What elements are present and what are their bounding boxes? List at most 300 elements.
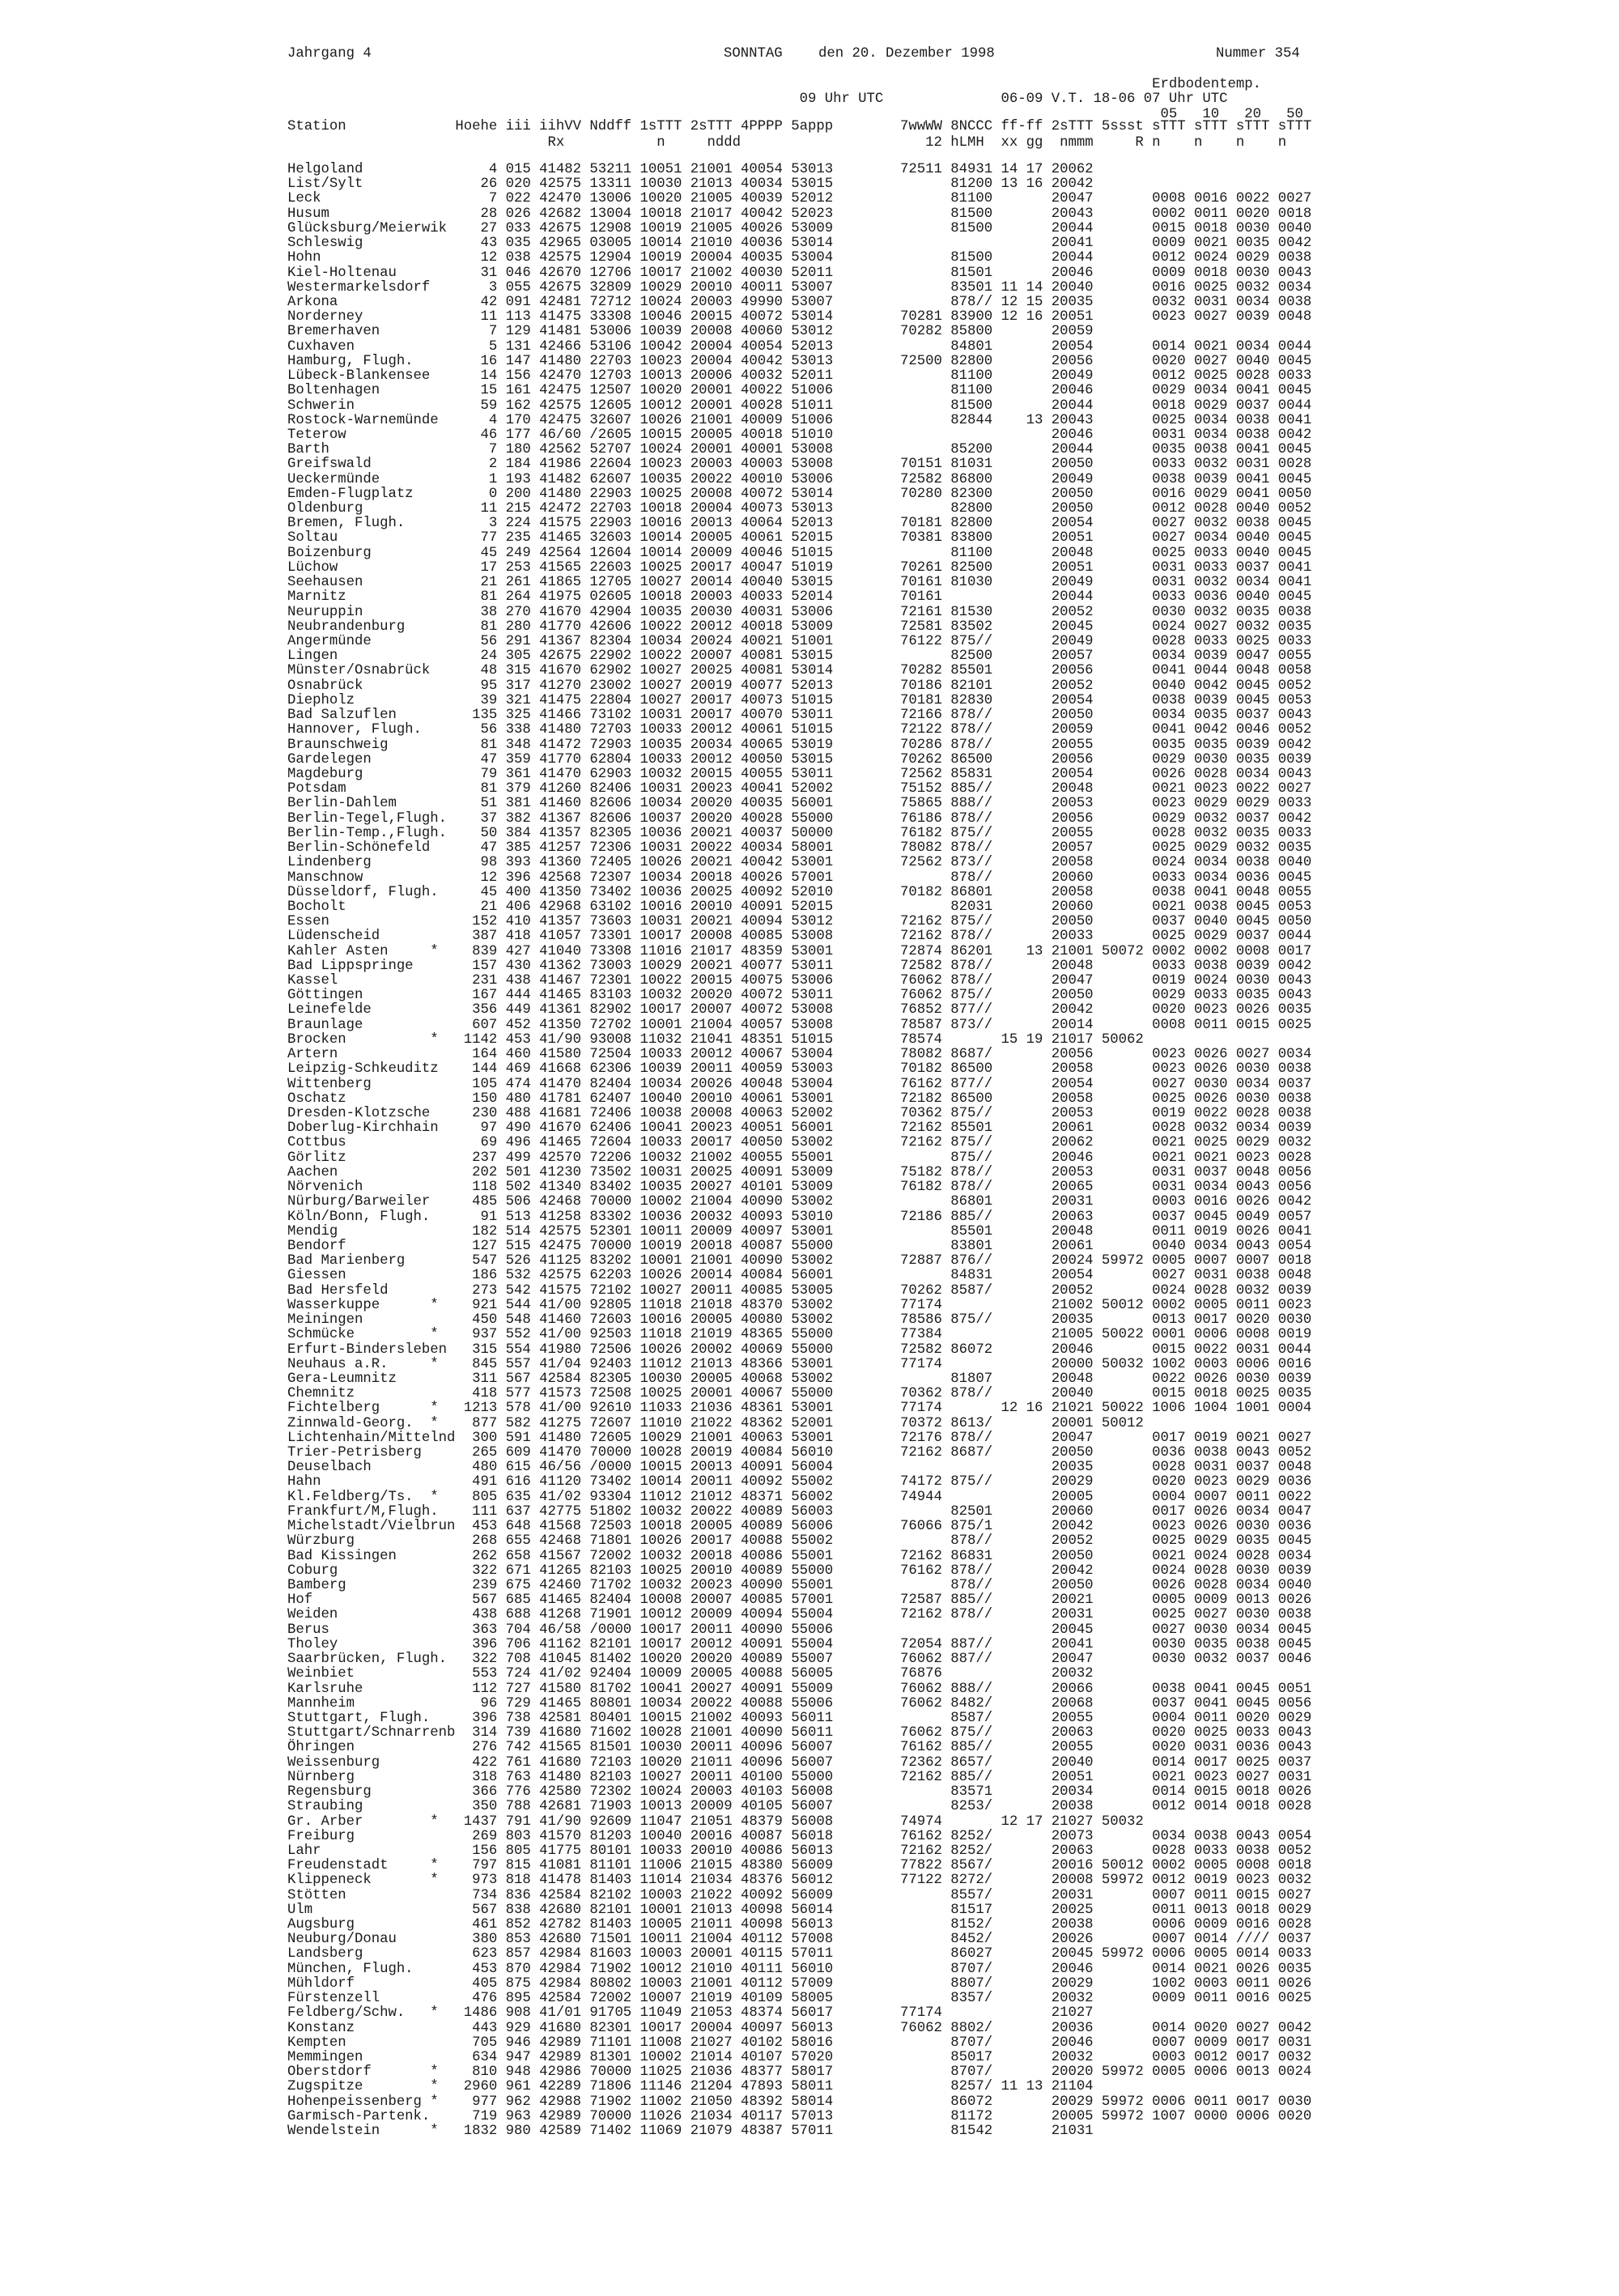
- group-iihvv: 41340: [539, 1180, 581, 1196]
- group-2sttt: 21011: [690, 1754, 733, 1771]
- gusts-ff: 12 17: [1001, 1813, 1043, 1830]
- group-4pppp: 40028: [741, 398, 783, 414]
- soil-05: 0024: [1152, 1282, 1186, 1299]
- station-name: Lingen: [287, 648, 338, 665]
- group-2sttt-min: 20047: [1051, 191, 1094, 207]
- soil-10: 0023: [1194, 1474, 1228, 1490]
- group-5appp: 53011: [791, 708, 834, 724]
- group-4pppp: 40088: [741, 1695, 783, 1711]
- group-iihvv: 41668: [539, 1061, 581, 1078]
- soil-20: 0011: [1235, 1489, 1270, 1505]
- group-7wwww: 72162: [900, 929, 942, 945]
- soil-10: 0026: [1194, 1061, 1228, 1078]
- soil-10: 0022: [1194, 1341, 1228, 1358]
- group-2sttt: 20008: [690, 324, 733, 340]
- soil-50: 0053: [1277, 692, 1312, 708]
- group-nddff: 22902: [589, 648, 632, 665]
- group-2sttt: 20014: [690, 575, 733, 591]
- group-1sttt: 10013: [640, 1799, 682, 1815]
- group-4pppp: 40022: [741, 383, 783, 399]
- soil-10: 0031: [1194, 1460, 1228, 1476]
- group-iihvv: 42984: [539, 1946, 581, 1962]
- height: 396: [472, 1710, 498, 1726]
- group-2sttt: 20023: [690, 1120, 733, 1137]
- group-2sttt-min: 21027: [1051, 1813, 1094, 1830]
- group-5appp: 53010: [791, 1209, 834, 1225]
- group-2sttt-min: 20057: [1051, 840, 1094, 857]
- soil-10: 0014: [1194, 1799, 1228, 1815]
- height: 3: [488, 279, 498, 296]
- group-8nccc: 82031: [950, 899, 993, 915]
- group-1sttt: 10033: [640, 1843, 682, 1859]
- soil-20: 0049: [1235, 1209, 1270, 1225]
- group-7wwww: 72166: [900, 708, 942, 724]
- group-5appp: 57009: [791, 1975, 834, 1992]
- soil-10: 0030: [1194, 1076, 1228, 1092]
- group-1sttt: 11006: [640, 1858, 682, 1874]
- height: 105: [472, 1076, 498, 1092]
- soil-05: 0029: [1152, 810, 1186, 827]
- station-name: Kiel-Holtenau: [287, 265, 397, 281]
- group-8nccc: 878//: [950, 973, 993, 989]
- group-4pppp: 40011: [741, 279, 783, 296]
- group-5appp: 55007: [791, 1652, 834, 1668]
- group-iihvv: 42984: [539, 1961, 581, 1977]
- group-nddff: 92609: [589, 1813, 632, 1830]
- group-4pppp: 40094: [741, 914, 783, 930]
- station-id: 444: [505, 988, 531, 1004]
- group-2sttt-min: 20046: [1051, 383, 1094, 399]
- group-2sttt-min: 20040: [1051, 1754, 1094, 1771]
- group-1sttt: 10003: [640, 1887, 682, 1903]
- group-5appp: 58014: [791, 2094, 834, 2110]
- group-1sttt: 10012: [640, 398, 682, 414]
- column-heading: Nddff: [589, 119, 632, 134]
- soil-10: 0009: [1194, 2035, 1228, 2051]
- group-2sttt: 20022: [690, 840, 733, 857]
- group-nddff: 53006: [589, 324, 632, 340]
- group-iihvv: 41775: [539, 1843, 581, 1859]
- group-7wwww: 72587: [900, 1592, 942, 1609]
- group-2sttt-min: 20046: [1051, 427, 1094, 443]
- soil-50: 0026: [1277, 1784, 1312, 1801]
- soil-50: 0033: [1277, 796, 1312, 812]
- station-id: 502: [505, 1180, 531, 1196]
- height: 273: [472, 1282, 498, 1299]
- group-5appp: 51010: [791, 427, 834, 443]
- station-name: Seehausen: [287, 575, 363, 591]
- group-4pppp: 40097: [741, 2020, 783, 2036]
- group-1sttt: 10034: [640, 1076, 682, 1092]
- group-4pppp: 40073: [741, 501, 783, 517]
- soil-20: ////: [1235, 1932, 1270, 1948]
- group-2sttt-min: 20058: [1051, 1091, 1094, 1107]
- soil-50: 0038: [1277, 294, 1312, 310]
- soil-20: 0018: [1235, 1784, 1270, 1801]
- group-5appp: 53005: [791, 1282, 834, 1299]
- group-2sttt: 20021: [690, 855, 733, 871]
- soil-05: 0014: [1152, 1754, 1186, 1771]
- group-4pppp: 40060: [741, 324, 783, 340]
- group-nddff: 12705: [589, 575, 632, 591]
- soil-05: 0024: [1152, 619, 1186, 635]
- height: 262: [472, 1548, 498, 1564]
- soil-50: 0024: [1277, 2064, 1312, 2081]
- group-nddff: 72503: [589, 1519, 632, 1535]
- group-5appp: 51011: [791, 398, 834, 414]
- station-name: Mühldorf: [287, 1975, 355, 1992]
- group-nddff: 62203: [589, 1268, 632, 1284]
- group-1sttt: 11033: [640, 1401, 682, 1417]
- group-5appp: 53015: [791, 751, 834, 767]
- soil-20: 0025: [1235, 1754, 1270, 1771]
- soil-50: 0039: [1277, 1120, 1312, 1137]
- height: 231: [472, 973, 498, 989]
- station-id: 908: [505, 2005, 531, 2022]
- height: 59: [480, 398, 498, 414]
- group-nddff: 73308: [589, 943, 632, 959]
- group-1sttt: 10035: [640, 471, 682, 487]
- group-7wwww: 70262: [900, 751, 942, 767]
- soil-20: 0030: [1235, 1563, 1270, 1579]
- group-2sttt: 20017: [690, 708, 733, 724]
- soil-20: 0027: [1235, 2020, 1270, 2036]
- group-1sttt: 10008: [640, 1592, 682, 1609]
- group-7wwww: 78586: [900, 1312, 942, 1329]
- height: 318: [472, 1769, 498, 1785]
- height: 7: [488, 191, 498, 207]
- table-row: [287, 1358, 1315, 1372]
- group-2sttt-min: 20048: [1051, 1371, 1094, 1387]
- soil-05: 0012: [1152, 1873, 1186, 1889]
- group-iihvv: 41575: [539, 1282, 581, 1299]
- table-row: [287, 753, 1315, 767]
- group-8nccc: 878//: [950, 958, 993, 974]
- group-nddff: 72604: [589, 1135, 632, 1151]
- group-2sttt: 20010: [690, 1091, 733, 1107]
- group-2sttt-min: 20056: [1051, 751, 1094, 767]
- group-2sttt: 20032: [690, 1209, 733, 1225]
- group-1sttt: 10011: [640, 1223, 682, 1239]
- station-id: 506: [505, 1194, 531, 1210]
- station-id: 453: [505, 1031, 531, 1048]
- table-row: [287, 340, 1315, 355]
- station-name: Hannover, Flugh.: [287, 722, 422, 738]
- group-2sttt: 21002: [690, 1710, 733, 1726]
- station-name: Bad Hersfeld: [287, 1282, 389, 1299]
- group-nddff: 71101: [589, 2035, 632, 2051]
- soil-20: 0027: [1235, 1769, 1270, 1785]
- height: 157: [472, 958, 498, 974]
- column-subheading: nddd: [707, 135, 741, 151]
- soil-20: 0013: [1235, 2064, 1270, 2081]
- mountain-marker: *: [430, 1858, 439, 1874]
- station-name: Erfurt-Bindersleben: [287, 1341, 448, 1358]
- group-iihvv: 42475: [539, 412, 581, 428]
- soil-10: 0029: [1194, 929, 1228, 945]
- group-iihvv: 41/90: [539, 1813, 581, 1830]
- station-id: 648: [505, 1519, 531, 1535]
- station-id: 704: [505, 1622, 531, 1638]
- group-2sttt-min: 20050: [1051, 501, 1094, 517]
- station-name: Kassel: [287, 973, 338, 989]
- group-8nccc: 81500: [950, 206, 993, 222]
- group-1sttt: 10042: [640, 338, 682, 355]
- group-2sttt: 21050: [690, 2094, 733, 2110]
- height: 7: [488, 324, 498, 340]
- soil-20: 0031: [1235, 457, 1270, 473]
- soil-05: 0012: [1152, 368, 1186, 385]
- group-2sttt: 20006: [690, 368, 733, 385]
- group-2sttt-min: 20062: [1051, 1135, 1094, 1151]
- group-7wwww: 70261: [900, 559, 942, 576]
- table-row: [287, 1136, 1315, 1150]
- group-5appp: 51015: [791, 545, 834, 561]
- group-8nccc: 81031: [950, 457, 993, 473]
- soil-05: 0020: [1152, 353, 1186, 369]
- group-2sttt-min: 20050: [1051, 1578, 1094, 1593]
- group-8nccc: 887//: [950, 1636, 993, 1652]
- soil-20: 0021: [1235, 1430, 1270, 1446]
- soil-20: 0017: [1235, 2094, 1270, 2110]
- station-name: Weinbiet: [287, 1666, 355, 1682]
- group-8nccc: 877//: [950, 1002, 993, 1018]
- group-4pppp: 40093: [741, 1710, 783, 1726]
- group-iihvv: 41/02: [539, 1489, 581, 1505]
- height: 24: [480, 648, 498, 665]
- group-iihvv: 41580: [539, 1047, 581, 1063]
- period-vt-label: V.T. 18-06: [1051, 91, 1136, 107]
- table-row: [287, 561, 1315, 576]
- table-row: [287, 1284, 1315, 1299]
- soil-10: 0042: [1194, 678, 1228, 694]
- group-8nccc: 8452/: [950, 1932, 993, 1948]
- height: 135: [472, 708, 498, 724]
- station-name: Bad Marienberg: [287, 1253, 406, 1269]
- group-5appp: 55000: [791, 1386, 834, 1402]
- soil-10: 0038: [1194, 1828, 1228, 1844]
- group-2sttt: 20023: [690, 1578, 733, 1593]
- table-row: [287, 1417, 1315, 1431]
- group-5ssst: 59972: [1101, 2094, 1144, 2110]
- group-nddff: 32603: [589, 530, 632, 546]
- group-5appp: 53001: [791, 1401, 834, 1417]
- soil-10: 0029: [1194, 1533, 1228, 1550]
- group-1sttt: 10036: [640, 1209, 682, 1225]
- station-id: 852: [505, 1917, 531, 1933]
- group-8nccc: 82844: [950, 412, 993, 428]
- group-7wwww: 76062: [900, 1725, 942, 1741]
- height: 553: [472, 1666, 498, 1682]
- station-id: 055: [505, 279, 531, 296]
- station-name: Berlin-Dahlem: [287, 796, 397, 812]
- group-2sttt: 20023: [690, 781, 733, 797]
- soil-05: 0015: [1152, 1341, 1186, 1358]
- group-5appp: 53013: [791, 501, 834, 517]
- station-id: 552: [505, 1327, 531, 1343]
- group-4pppp: 40084: [741, 1445, 783, 1461]
- group-2sttt-min: 20049: [1051, 471, 1094, 487]
- soil-20: 0023: [1235, 1150, 1270, 1166]
- station-id: 788: [505, 1799, 531, 1815]
- group-2sttt-min: 20032: [1051, 1991, 1094, 2007]
- station-id: 557: [505, 1356, 531, 1372]
- group-iihvv: 41575: [539, 516, 581, 532]
- group-1sttt: 10032: [640, 1150, 682, 1166]
- group-1sttt: 10030: [640, 176, 682, 193]
- group-2sttt: 20019: [690, 678, 733, 694]
- group-5appp: 56008: [791, 1784, 834, 1801]
- soil-05: 0021: [1152, 899, 1186, 915]
- group-8nccc: 81501: [950, 265, 993, 281]
- soil-10: 0039: [1194, 648, 1228, 665]
- group-7wwww: 70362: [900, 1106, 942, 1121]
- group-8nccc: 83800: [950, 530, 993, 546]
- soil-10: 0011: [1194, 1991, 1228, 2007]
- table-row: [287, 369, 1315, 384]
- group-5appp: 56017: [791, 2005, 834, 2022]
- soil-05: 0025: [1152, 1533, 1186, 1550]
- group-1sttt: 11002: [640, 2094, 682, 2110]
- height: 31: [480, 265, 498, 281]
- soil-10: 0002: [1194, 943, 1228, 959]
- soil-20: 0038: [1235, 855, 1270, 871]
- group-2sttt-min: 20056: [1051, 663, 1094, 679]
- soil-50: 0033: [1277, 634, 1312, 649]
- group-8nccc: 888//: [950, 796, 993, 812]
- soil-50: 0036: [1277, 1474, 1312, 1490]
- station-name: Berlin-Tegel,Flugh.: [287, 810, 448, 827]
- height: 1486: [463, 2005, 498, 2022]
- soil-10: 0033: [1194, 545, 1228, 561]
- group-1sttt: 10015: [640, 1460, 682, 1476]
- station-name: Oldenburg: [287, 501, 363, 517]
- height: 37: [480, 810, 498, 827]
- group-7wwww: 77174: [900, 1356, 942, 1372]
- gusts-ff: 12 15: [1001, 294, 1043, 310]
- soil-50: 0032: [1277, 2050, 1312, 2065]
- group-2sttt-min: 20050: [1051, 708, 1094, 724]
- station-name: Leipzig-Schkeuditz: [287, 1061, 439, 1078]
- soil-depth-label: 50: [1286, 107, 1303, 122]
- group-iihvv: 41980: [539, 1341, 581, 1358]
- station-name: Doberlug-Kirchhain: [287, 1120, 439, 1137]
- station-id: 162: [505, 398, 531, 414]
- soil-05: 0027: [1152, 530, 1186, 546]
- soil-05: 0020: [1152, 1725, 1186, 1741]
- group-2sttt: 20001: [690, 398, 733, 414]
- group-nddff: 81301: [589, 2050, 632, 2065]
- group-5appp: 52013: [791, 516, 834, 532]
- station-name: Fürstenzell: [287, 1991, 380, 2007]
- group-1sttt: 10017: [640, 1636, 682, 1652]
- height: 95: [480, 678, 498, 694]
- soil-20: 0035: [1235, 236, 1270, 252]
- group-2sttt: 20011: [690, 1282, 733, 1299]
- group-iihvv: 41480: [539, 1430, 581, 1446]
- soil-05: 0031: [1152, 1180, 1186, 1196]
- group-2sttt: 20003: [690, 294, 733, 310]
- soil-10: 0039: [1194, 471, 1228, 487]
- table-row: [287, 1446, 1315, 1461]
- soil-05: 0017: [1152, 1503, 1186, 1520]
- soil-50: 0026: [1277, 1592, 1312, 1609]
- group-5appp: 53015: [791, 575, 834, 591]
- group-5appp: 53013: [791, 162, 834, 177]
- group-2sttt: 21004: [690, 1932, 733, 1948]
- group-4pppp: 40109: [741, 1991, 783, 2007]
- soil-20: 0015: [1235, 1887, 1270, 1903]
- soil-50: 0018: [1277, 1253, 1312, 1269]
- soil-05: 0021: [1152, 1150, 1186, 1166]
- station-name: Schleswig: [287, 236, 363, 252]
- group-7wwww: 70286: [900, 737, 942, 753]
- group-8nccc: 81500: [950, 250, 993, 266]
- group-2sttt: 20005: [690, 1666, 733, 1682]
- station-id: 947: [505, 2050, 531, 2065]
- group-iihvv: 42570: [539, 1150, 581, 1166]
- group-8nccc: 86500: [950, 1091, 993, 1107]
- group-2sttt: 20021: [690, 914, 733, 930]
- group-5appp: 56013: [791, 2020, 834, 2036]
- table-row: [287, 1903, 1315, 1918]
- soil-10: 0029: [1194, 840, 1228, 857]
- group-1sttt: 10017: [640, 1002, 682, 1018]
- soil-10: 0025: [1194, 1135, 1228, 1151]
- group-5ssst: 50022: [1101, 1327, 1144, 1343]
- height: 96: [480, 1695, 498, 1711]
- group-5appp: 53001: [791, 1223, 834, 1239]
- group-nddff: 91705: [589, 2005, 632, 2022]
- group-8nccc: 8802/: [950, 2020, 993, 2036]
- group-nddff: 12904: [589, 250, 632, 266]
- soil-20: 0006: [1235, 1356, 1270, 1372]
- group-1sttt: 10025: [640, 559, 682, 576]
- group-5ssst: 50022: [1101, 1401, 1144, 1417]
- table-row: [287, 310, 1315, 325]
- group-8nccc: 8613/: [950, 1415, 993, 1431]
- group-2sttt: 20001: [690, 442, 733, 458]
- height: 315: [472, 1341, 498, 1358]
- group-4pppp: 49990: [741, 294, 783, 310]
- soil-20: 0037: [1235, 398, 1270, 414]
- group-4pppp: 40077: [741, 678, 783, 694]
- station-id: 348: [505, 737, 531, 753]
- group-8nccc: 8657/: [950, 1754, 993, 1771]
- group-8nccc: 84831: [950, 1268, 993, 1284]
- group-2sttt-min: 20032: [1051, 2050, 1094, 2065]
- gusts-ff: 13 16: [1001, 176, 1043, 193]
- table-row: [287, 1239, 1315, 1254]
- soil-10: 0029: [1194, 796, 1228, 812]
- soil-50: 0037: [1277, 1076, 1312, 1092]
- group-2sttt-min: 20050: [1051, 914, 1094, 930]
- group-8nccc: 878//: [950, 294, 993, 310]
- group-nddff: 83202: [589, 1253, 632, 1269]
- group-8nccc: 81530: [950, 604, 993, 620]
- group-5appp: 58016: [791, 2035, 834, 2051]
- group-2sttt-min: 20063: [1051, 1725, 1094, 1741]
- soil-20: 0008: [1235, 1327, 1270, 1343]
- height: 567: [472, 1902, 498, 1918]
- group-1sttt: 10040: [640, 1828, 682, 1844]
- group-iihvv: 41670: [539, 604, 581, 620]
- group-nddff: 53106: [589, 338, 632, 355]
- group-2sttt-min: 21001: [1051, 943, 1094, 959]
- soil-50: 0035: [1277, 1386, 1312, 1402]
- height: 314: [472, 1725, 498, 1741]
- table-row: [287, 1844, 1315, 1859]
